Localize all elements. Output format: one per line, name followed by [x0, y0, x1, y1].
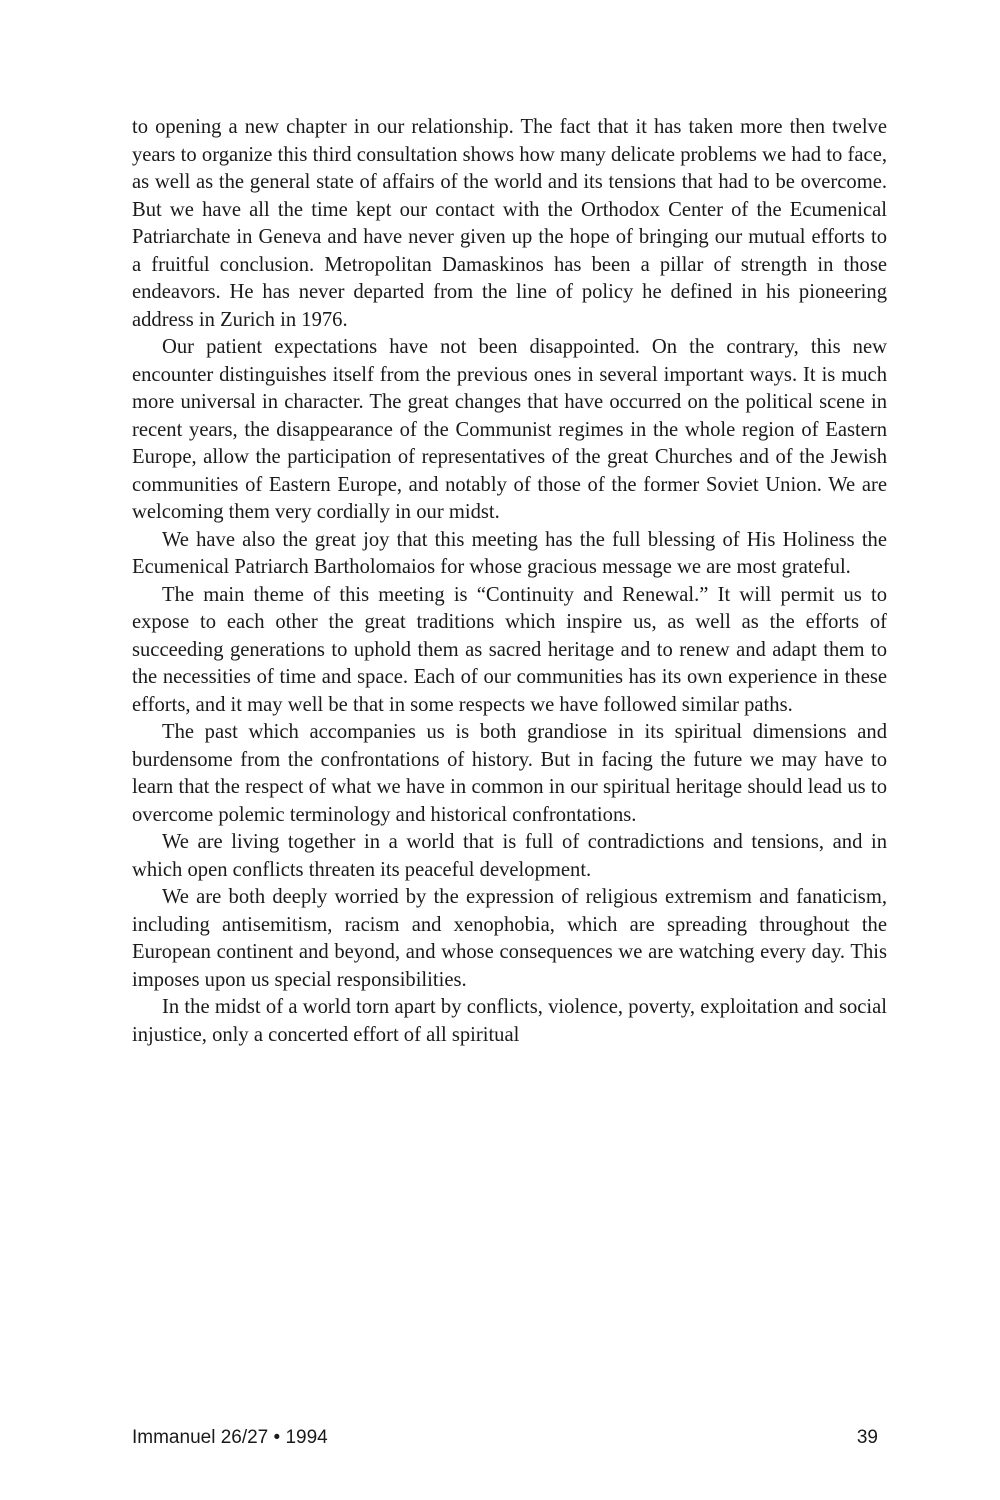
journal-citation: Immanuel 26/27 • 1994 — [132, 1427, 328, 1448]
page-footer — [132, 1426, 878, 1450]
paragraph-2: Our patient expectations have not been disappointed. On the contrary, this new encounter distinguishes itself from the previous ones in several important ways. It is much more universal in character. The great changes that have occurred on the political scene in recent years, the disappearance of the Communist regimes in the whole region of Eastern Europe, allow the participation of representatives of the great Churches and of the Jewish communities of Eastern Europe, and notably of those of the former Soviet Union. We are welcoming them very cordially in our midst. — [132, 336, 887, 523]
paragraph-4: The main theme of this meeting is “Continuity and Renewal.” It will permit us to expose to each other the great traditions which inspire us, as well as the efforts of succeeding generations to uphold them as sacred heritage and to renew and adapt them to the necessities of time and space. Each of our communities has its own experience in these efforts, and it may well be that in some respects we have followed similar paths. — [132, 583, 887, 716]
paragraph-1: to opening a new chapter in our relationship. The fact that it has taken more then twelve years to organize this third consultation shows how many delicate problems we had to face, as well as the general state of affairs of the world and its tensions that had to be overcome. But we have all the time kept our contact with the Orthodox Center of the Ecumenical Patriarchate in Geneva and have never given up the hope of bringing our mutual efforts to a fruitful conclusion. Metropolitan Damaskinos has been a pillar of strength in those endeavors. He has never departed from the line of policy he defined in his pioneering address in Zurich in 1976. — [132, 116, 887, 331]
paragraph-8: In the midst of a world torn apart by conflicts, violence, poverty, exploitation and social injustice, only a concerted effort of all spiritual — [132, 996, 887, 1046]
paragraph-7: We are both deeply worried by the expression of religious extremism and fanaticism, including antisemitism, racism and xenophobia, which are spreading throughout the European continent and beyond, and whose consequences we are watching every day. This imposes upon us special responsibilities. — [132, 886, 887, 991]
page-number: 39 — [856, 1427, 878, 1448]
paragraph-3: We have also the great joy that this meeting has the full blessing of His Holiness the Ecumenical Patriarch Bartholomaios for whose gracious message we are most grateful. — [132, 528, 887, 578]
article-body — [132, 114, 887, 1049]
paragraph-6: We are living together in a world that is full of contradictions and tensions, and in which open conflicts threaten its peaceful development. — [132, 831, 887, 881]
paragraph-5: The past which accompanies us is both grandiose in its spiritual dimensions and burdensome from the confrontations of history. But in facing the future we may have to learn that the respect of what we have in common in our spiritual heritage should lead us to overcome polemic terminology and historical confrontations. — [132, 721, 887, 826]
